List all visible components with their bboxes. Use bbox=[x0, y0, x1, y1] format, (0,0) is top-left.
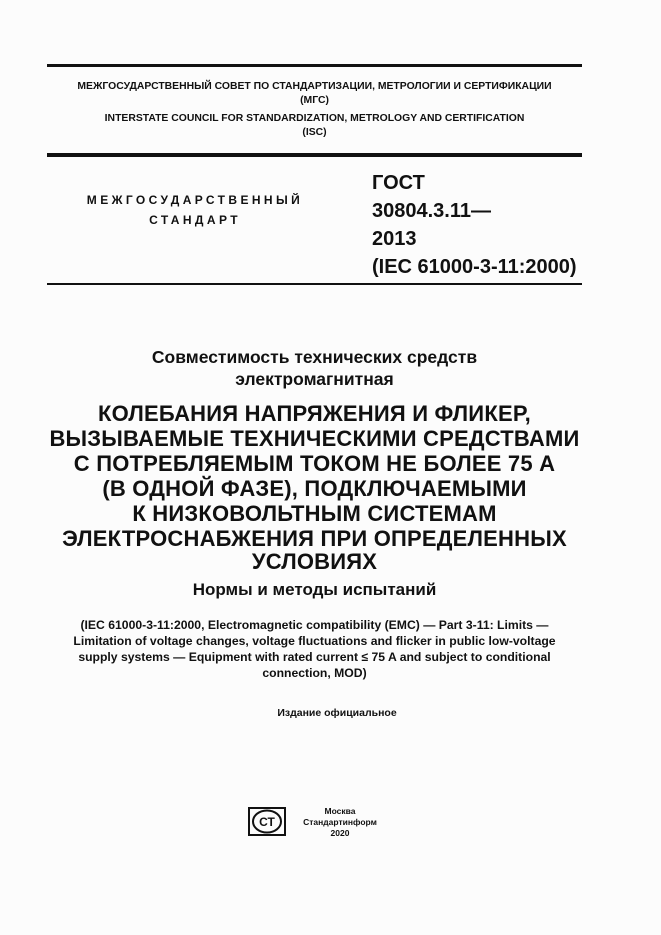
council-en-line1: INTERSTATE COUNCIL FOR STANDARDIZATION, METROLOGY AND CERTIFICATION bbox=[104, 113, 525, 124]
code-rule bbox=[47, 283, 582, 285]
main-title-line6: ЭЛЕКТРОСНАБЖЕНИЯ ПРИ ОПРЕДЕЛЕННЫХ bbox=[62, 526, 567, 551]
main-title-line2: ВЫЗЫВАЕМЫЕ ТЕХНИЧЕСКИМИ СРЕДСТВАМИ bbox=[49, 426, 580, 451]
council-ru-abbr: (МГС) bbox=[300, 95, 329, 106]
iec-reference-line2: Limitation of voltage changes, voltage fluctuations and flicker in public low-voltage bbox=[73, 634, 556, 648]
main-title-line5: К НИЗКОВОЛЬТНЫМ СИСТЕМАМ bbox=[132, 501, 497, 526]
main-title-line1: КОЛЕБАНИЯ НАПРЯЖЕНИЯ И ФЛИКЕР, bbox=[98, 401, 531, 426]
norms-title: Нормы и методы испытаний bbox=[192, 580, 437, 599]
standard-type-line1: МЕЖГОСУДАРСТВЕННЫЙ bbox=[86, 193, 304, 207]
logo-text: СТ bbox=[259, 815, 275, 829]
iec-equivalent: (IEC 61000-3-11:2000) bbox=[372, 256, 577, 278]
gost-year: 2013 bbox=[372, 228, 417, 250]
standartinform-logo-icon bbox=[248, 807, 286, 836]
iec-reference-line3: supply systems — Equipment with rated current ≤ 75 A and subject to conditional bbox=[78, 650, 551, 664]
publisher-block bbox=[300, 806, 380, 839]
subtitle-line2: электромагнитная bbox=[235, 369, 394, 389]
main-title-line3: С ПОТРЕБЛЯЕМЫМ ТОКОМ НЕ БОЛЕЕ 75 А bbox=[73, 451, 556, 476]
gost-number: 30804.3.11— bbox=[372, 200, 491, 222]
council-ru-line1: МЕЖГОСУДАРСТВЕННЫЙ СОВЕТ ПО СТАНДАРТИЗАЦИИ, МЕТРОЛОГИИ И СЕРТИФИКАЦИИ bbox=[77, 81, 552, 92]
main-title-line7: УСЛОВИЯХ bbox=[251, 549, 378, 574]
header-rule bbox=[47, 153, 582, 157]
standard-type-line2: СТАНДАРТ bbox=[149, 213, 241, 227]
edition-label: Издание официальное bbox=[277, 707, 397, 719]
top-rule bbox=[47, 64, 582, 67]
publisher-name: Стандартинформ bbox=[303, 817, 377, 827]
council-en-abbr: (ISC) bbox=[302, 127, 327, 138]
publisher-year: 2020 bbox=[330, 828, 350, 838]
iec-reference-line1: (IEC 61000-3-11:2000, Electromagnetic compatibility (EMC) — Part 3-11: Limits — bbox=[80, 618, 549, 632]
gost-label: ГОСТ bbox=[372, 172, 425, 194]
main-title-line4: (В ОДНОЙ ФАЗЕ), ПОДКЛЮЧАЕМЫМИ bbox=[102, 476, 527, 501]
iec-reference-line4: connection, MOD) bbox=[262, 666, 367, 680]
publisher-city: Москва bbox=[324, 806, 356, 816]
subtitle-line1: Совместимость технических средств bbox=[151, 347, 478, 367]
